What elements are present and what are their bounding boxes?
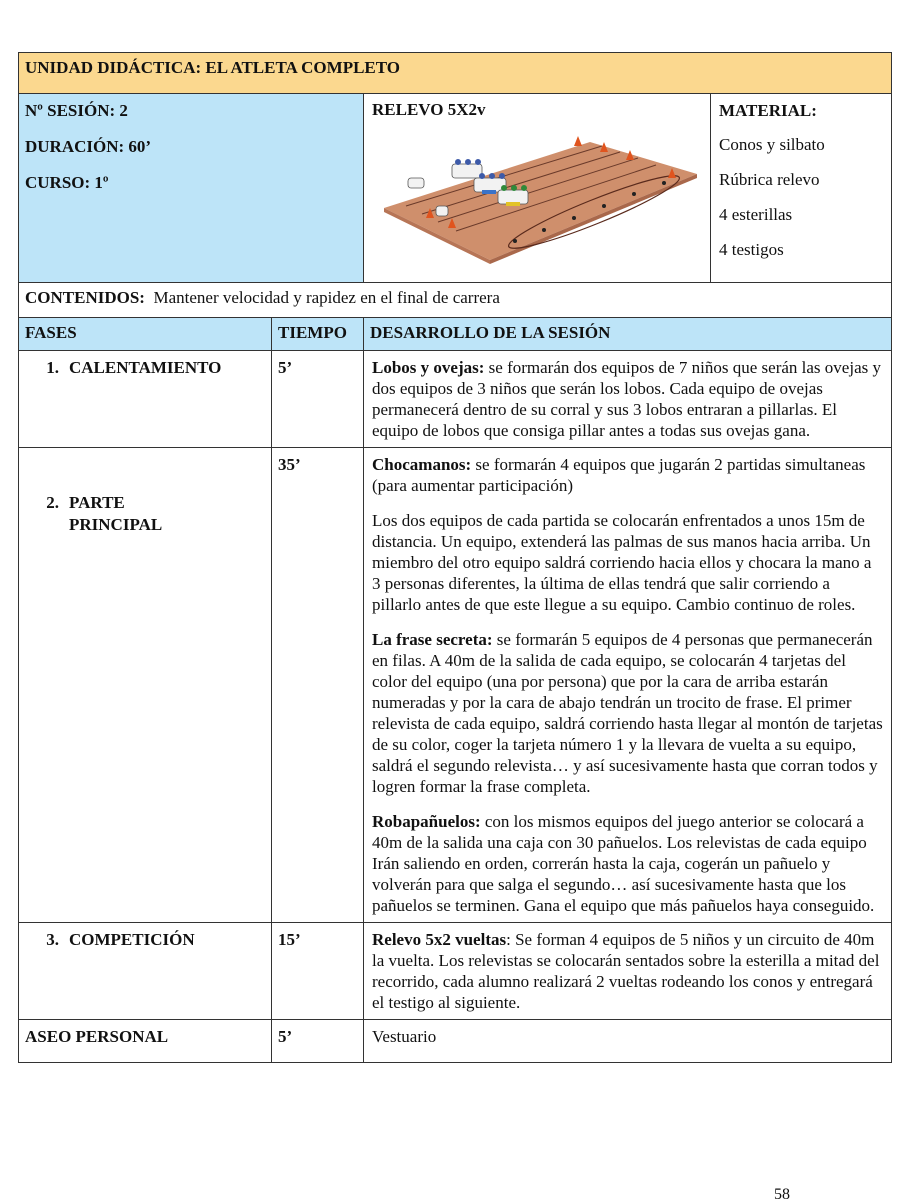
phase-cell bbox=[19, 351, 272, 448]
activity-text: Vestuario bbox=[372, 1027, 437, 1046]
table-row bbox=[19, 1020, 892, 1063]
phase-name: CALENTAMIENTO bbox=[69, 358, 222, 377]
material-label: MATERIAL: bbox=[719, 101, 817, 120]
phase-number: 2. bbox=[46, 493, 59, 512]
contents-text: Mantener velocidad y rapidez en el final de carrera bbox=[153, 288, 500, 307]
session-info-cell bbox=[19, 94, 364, 283]
phase-name: ASEO PERSONAL bbox=[25, 1027, 169, 1046]
time-cell: 5’ bbox=[272, 1020, 364, 1063]
phase-name: COMPETICIÓN bbox=[69, 930, 195, 949]
header-time: TIEMPO bbox=[272, 318, 364, 351]
activity bbox=[372, 929, 883, 1013]
phase-number: 3. bbox=[46, 930, 59, 949]
activity-name: Robapañuelos: bbox=[372, 812, 481, 831]
session-duration: DURACIÓN: 60’ bbox=[25, 137, 152, 156]
activity-text: se formarán 4 equipos que jugarán 2 partidas simultaneas (para aumentar participación) bbox=[372, 455, 866, 495]
header-phases: FASES bbox=[19, 318, 272, 351]
contents-row bbox=[19, 283, 892, 318]
activity bbox=[372, 357, 883, 441]
activity bbox=[372, 629, 883, 797]
table-row bbox=[19, 923, 892, 1020]
activity-name: Relevo 5x2 vueltas bbox=[372, 930, 507, 949]
session-course: CURSO: 1º bbox=[25, 173, 109, 192]
activity bbox=[372, 510, 883, 615]
time-cell: 5’ bbox=[272, 351, 364, 448]
activity bbox=[372, 811, 883, 916]
session-number: Nº SESIÓN: 2 bbox=[25, 101, 128, 120]
material-item: Conos y silbato bbox=[719, 135, 825, 154]
activity-text: con los mismos equipos del juego anterior se colocará a 40m de la salida una caja con 30 pañuelos. Los relevistas de cada equipo Irán saliendo en orden, correrán hasta la caja, cogerán un pañuelo y volverán para que salga el segundo… así sucesivamente hasta que los pañuelos se terminen. Gana el equipo que más pañuelos haya conseguido. bbox=[372, 812, 875, 915]
activity-name: Chocamanos: bbox=[372, 455, 472, 474]
material-item: Rúbrica relevo bbox=[719, 170, 820, 189]
material-cell bbox=[711, 94, 892, 283]
page-number: 58 bbox=[774, 1186, 790, 1203]
activity-text: se formarán dos equipos de 7 niños que serán las ovejas y dos equipos de 3 niños que serán los lobos. Cada equipo de ovejas permanecerá dentro de su corral y sus 3 lobos entraran a pillarlas. El equipo de lobos que consiga pillar antes a todas sus ovejas gana. bbox=[372, 358, 881, 440]
contents-label: CONTENIDOS: bbox=[25, 288, 145, 307]
header-development: DESARROLLO DE LA SESIÓN bbox=[364, 318, 892, 351]
development-cell bbox=[364, 923, 892, 1020]
material-item: 4 testigos bbox=[719, 240, 784, 259]
time-cell: 15’ bbox=[272, 923, 364, 1020]
phase-name: PARTE PRINCIPAL bbox=[69, 493, 163, 534]
phase-cell bbox=[19, 923, 272, 1020]
table-row bbox=[19, 351, 892, 448]
unit-title: UNIDAD DIDÁCTICA: EL ATLETA COMPLETO bbox=[19, 53, 892, 94]
phase-cell bbox=[19, 448, 272, 923]
phase-number: 1. bbox=[46, 358, 59, 377]
development-cell bbox=[364, 448, 892, 923]
development-cell bbox=[364, 1020, 892, 1063]
activity bbox=[372, 454, 883, 496]
phase-cell bbox=[19, 1020, 272, 1063]
activity-name: La frase secreta: bbox=[372, 630, 493, 649]
session-table bbox=[18, 52, 892, 1063]
activity-text: : Se forman 4 equipos de 5 niños y un circuito de 40m la vuelta. Los relevistas se colocarán sentados sobre la esterilla a mitad del recorrido, cada alumno realizará 2 vueltas rodeando los conos y entregará el testigo al siguiente. bbox=[372, 930, 880, 1012]
illustration-label: RELEVO 5X2v bbox=[372, 100, 486, 119]
activity-text: Los dos equipos de cada partida se colocarán enfrentados a unos 15m de distancia. Un equipo, extenderá las palmas de sus manos hacia arriba. Un miembro del otro equipo saldrá corriendo hacia ellos y chocara la mano a 3 personas diferentes, la última de ellas tendrá que salir corriendo a pillarlo antes de que este llegue a su equipo. Cambio continuo de roles. bbox=[372, 511, 872, 614]
activity bbox=[372, 1026, 883, 1047]
time-cell: 35’ bbox=[272, 448, 364, 923]
illustration-cell bbox=[364, 94, 711, 283]
activity-text: se formarán 5 equipos de 4 personas que permanecerán en filas. A 40m de la salida de cada equipo, se colocarán 4 tarjetas del color del equipo (una por persona) que por la cara de arriba estarán numeradas y por la cara de abajo tendrán un trocito de frase. El primer relevista de cada equipo, saldrá corriendo hasta llegar al montón de tarjetas de su color, coger la tarjeta número 1 y la llevara de vuelta a su equipo, saldrá el segundo relevista… y así sucesivamente hasta que corran todos y logren formar la frase completa. bbox=[372, 630, 883, 796]
table-row bbox=[19, 448, 892, 923]
relay-track-illustration bbox=[372, 120, 702, 270]
session-plan-page bbox=[18, 52, 891, 1063]
material-item: 4 esterillas bbox=[719, 205, 793, 224]
development-cell bbox=[364, 351, 892, 448]
activity-name: Lobos y ovejas: bbox=[372, 358, 485, 377]
